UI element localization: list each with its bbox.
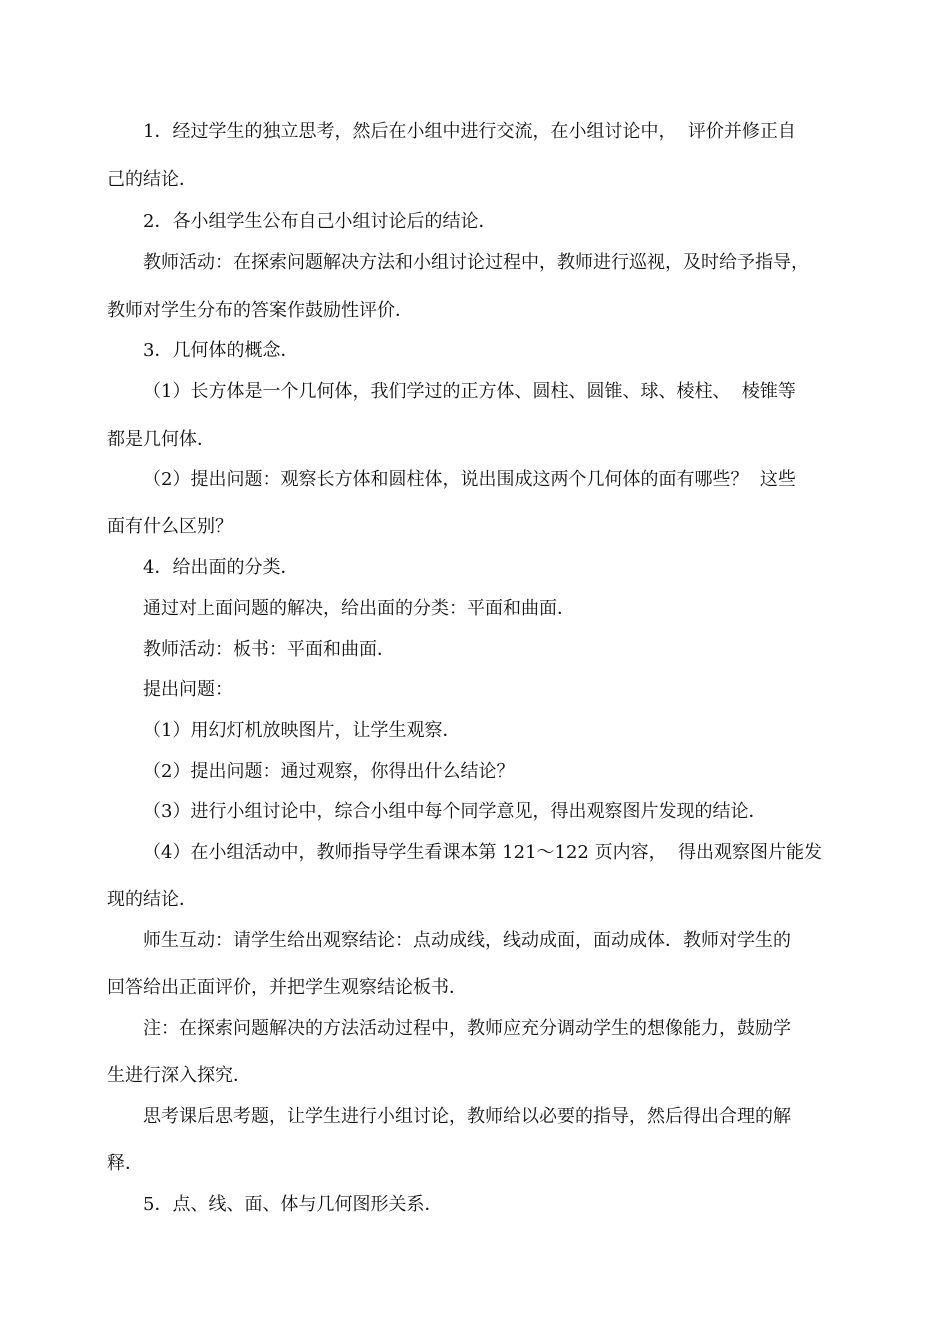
text-line: 都是几何体． (107, 429, 215, 450)
text-line: 师生互动：请学生给出观察结论：点动成线，线动成面，面动成体．教师对学生的 (143, 930, 791, 951)
text-line: 教师活动：在探索问题解决方法和小组讨论过程中，教师进行巡视，及时给予指导， (143, 252, 809, 273)
text-line: 2．各小组学生公布自己小组讨论后的结论． (143, 211, 497, 232)
text-line: 提出问题： (143, 679, 233, 700)
text-line: （1）长方体是一个几何体，我们学过的正方体、圆柱、圆锥、球、棱柱、 棱锥等 (143, 381, 796, 402)
text-line: 回答给出正面评价，并把学生观察结论板书． (107, 977, 467, 998)
text-line: 1．经过学生的独立思考，然后在小组中进行交流，在小组讨论中， 评价并修正自 (143, 121, 796, 142)
text-line: 生进行深入探究． (107, 1065, 251, 1086)
text-line: 5．点、线、面、体与几何图形关系． (143, 1194, 443, 1215)
text-line: （1）用幻灯机放映图片，让学生观察． (143, 720, 461, 741)
text-line: （3）进行小组讨论中，综合小组中每个同学意见，得出观察图片发现的结论． (143, 801, 767, 822)
text-line: 教师活动：板书：平面和曲面． (143, 639, 395, 660)
text-line: 面有什么区别？ (107, 516, 233, 537)
text-line: 注：在探索问题解决的方法活动过程中，教师应充分调动学生的想像能力，鼓励学 (143, 1018, 791, 1039)
text-line: （4）在小组活动中，教师指导学生看课本第 121～122 页内容， 得出观察图片能发 (143, 842, 823, 863)
text-line: 教师对学生分布的答案作鼓励性评价． (107, 300, 413, 321)
text-line: 3．几何体的概念． (143, 340, 299, 361)
text-line: 现的结论． (107, 889, 197, 910)
text-line: 通过对上面问题的解决，给出面的分类：平面和曲面． (143, 598, 575, 619)
text-line: （2）提出问题：观察长方体和圆柱体，说出围成这两个几何体的面有哪些？ 这些 (143, 469, 796, 490)
text-line: 释． (107, 1153, 143, 1174)
text-line: 己的结论． (107, 169, 197, 190)
text-line: （2）提出问题：通过观察，你得出什么结论？ (143, 761, 515, 782)
text-line: 思考课后思考题，让学生进行小组讨论，教师给以必要的指导，然后得出合理的解 (143, 1106, 791, 1127)
text-line: 4．给出面的分类． (143, 557, 299, 578)
